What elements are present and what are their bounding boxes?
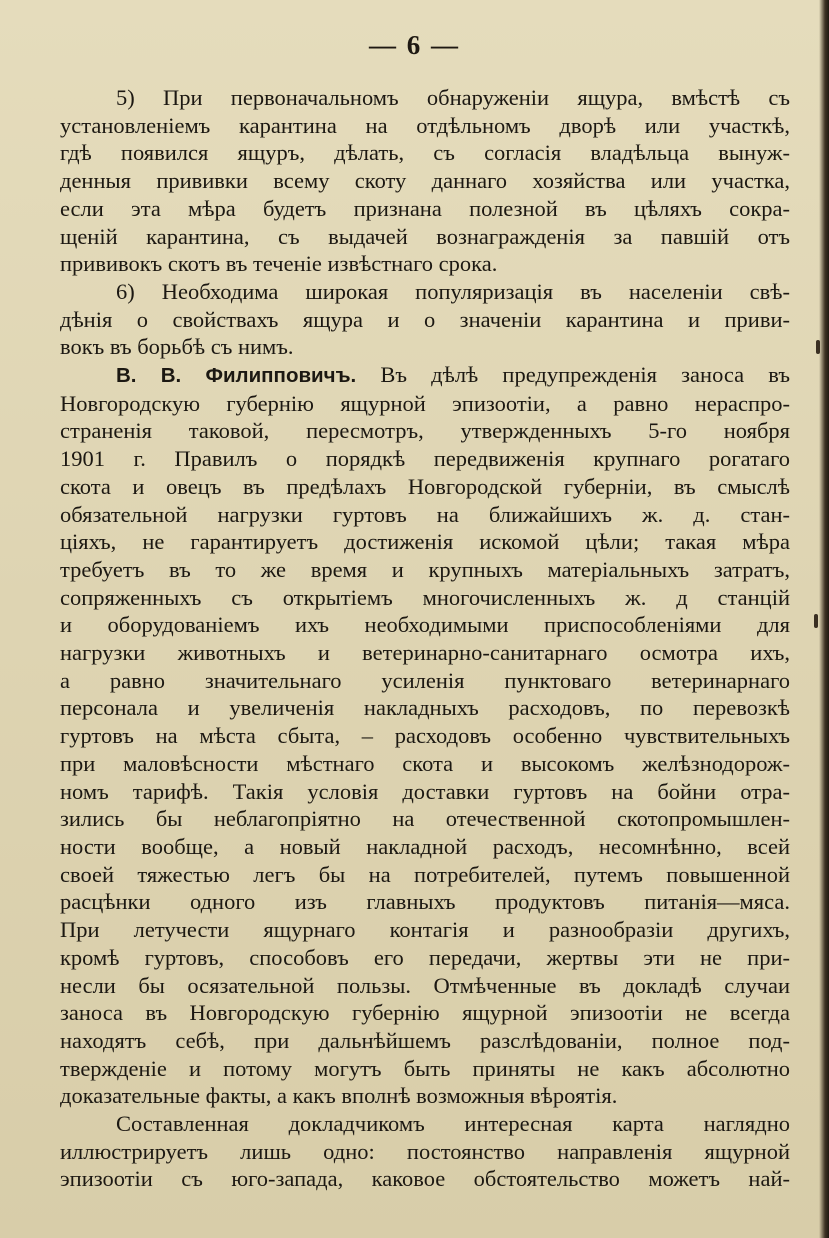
text-line: 1901 г. Правилъ о порядкѣ передвиженія крупнаго рогатаго (60, 446, 790, 472)
text-line: а равно значительнаго усиленія пунктоваго ветеринарнаго (60, 667, 790, 693)
text-line: если эта мѣра будетъ признана полезной въ цѣляхъ сокра- (60, 195, 790, 221)
margin-mark (816, 340, 820, 354)
page-number: — 6 — (369, 30, 460, 60)
text-line: персонала и увеличенія накладныхъ расходовъ, по перевозкѣ (60, 695, 790, 721)
text-line: Новгородскую губернію ящурной эпизоотіи, а равно нераспро- (60, 390, 790, 416)
text-line: При летучести ящурнаго контагія и разнообразіи другихъ, (60, 917, 790, 943)
text-line: требуетъ въ то же время и крупныхъ матеріальныхъ затратъ, (60, 556, 790, 582)
text-line: гдѣ появился ящуръ, дѣлать, съ согласія владѣльца вынуж- (60, 140, 790, 166)
text-line-rest: Въ дѣлѣ предупрежденія заноса въ (356, 362, 790, 388)
text-line: при маловѣсности мѣстнаго скота и высокомъ желѣзнодорож- (60, 750, 790, 776)
paragraph-5 (60, 84, 790, 278)
text-line: и оборудованіемъ ихъ необходимыми приспособленіями для (60, 612, 790, 638)
text-line: зились бы неблагопріятно на отечественной скотопромышлен- (60, 806, 790, 832)
paragraph-6 (60, 278, 790, 361)
text-line: установленіемъ карантина на отдѣльномъ дворѣ или участкѣ, (60, 112, 790, 138)
text-line: несли бы осязательной пользы. Отмѣченные въ докладѣ случаи (60, 972, 790, 998)
text-line: денныя прививки всему скоту даннаго хозяйства или участка, (60, 168, 790, 194)
text-line (60, 361, 790, 390)
text-line: страненія таковой, пересмотръ, утвержденныхъ 5-го ноября (60, 418, 790, 444)
paragraph-filippovich (60, 361, 790, 1110)
text-line: твержденіе и потому могутъ быть приняты не какъ абсолютно (60, 1055, 790, 1081)
text-line: дѣнія о свойствахъ ящура и о значеніи карантина и приви- (60, 306, 790, 332)
text-line: 6) Необходима широкая популяризація въ населеніи свѣ- (116, 278, 790, 304)
text-line: эпизоотіи съ юго-запада, каковое обстоятельство можетъ най- (60, 1166, 790, 1192)
body-text (60, 84, 790, 1193)
text-line: ности вообще, а новый накладной расходъ, несомнѣнно, всей (60, 833, 790, 859)
text-line: обязательной нагрузки гуртовъ на ближайшихъ ж. д. стан- (60, 501, 790, 527)
text-line: Составленная докладчикомъ интересная карта наглядно (116, 1111, 790, 1137)
text-line: вокъ въ борьбѣ съ нимъ. (60, 334, 294, 360)
text-line: доказательные факты, а какъ вполнѣ возможныя вѣроятія. (60, 1083, 618, 1109)
text-line: кромѣ гуртовъ, способовъ его передачи, жертвы эти не при- (60, 944, 790, 970)
text-line: иллюстрируетъ лишь одно: постоянство направленія ящурной (60, 1138, 790, 1164)
paragraph-last (60, 1110, 790, 1193)
text-line: 5) При первоначальномъ обнаруженіи ящура, вмѣстѣ съ (116, 85, 790, 110)
text-line: находятъ себѣ, при дальнѣйшемъ разслѣдованіи, полное под- (60, 1027, 790, 1053)
text-line: расцѣнки одного изъ главныхъ продуктовъ питанія—мяса. (60, 889, 790, 915)
text-line: заноса въ Новгородскую губернію ящурной эпизоотіи не всегда (60, 1000, 790, 1026)
text-line: сопряженныхъ съ открытіемъ многочисленныхъ ж. д станцій (60, 584, 790, 610)
text-line: своей тяжестью легъ бы на потребителей, путемъ повышенной (60, 861, 790, 887)
text-line: прививокъ скотъ въ теченіе извѣстнаго срока. (60, 251, 498, 277)
page-binding-edge (819, 0, 829, 1238)
text-line: скота и овецъ въ предѣлахъ Новгородской губерніи, въ смыслѣ (60, 473, 790, 499)
margin-mark (814, 614, 818, 628)
text-line: нагрузки животныхъ и ветеринарно-санитарнаго осмотра ихъ, (60, 640, 790, 666)
text-line: щеній карантина, съ выдачей вознагражденія за павшій отъ (60, 223, 790, 249)
text-line: номъ тарифѣ. Такія условія доставки гуртовъ на бойни отра- (60, 778, 790, 804)
text-line: ціяхъ, не гарантируетъ достиженія искомой цѣли; такая мѣра (60, 529, 790, 555)
text-line: гуртовъ на мѣста сбыта, – расходовъ особенно чувствительныхъ (60, 723, 790, 749)
speaker-name: В. В. Филипповичъ. (116, 364, 357, 388)
